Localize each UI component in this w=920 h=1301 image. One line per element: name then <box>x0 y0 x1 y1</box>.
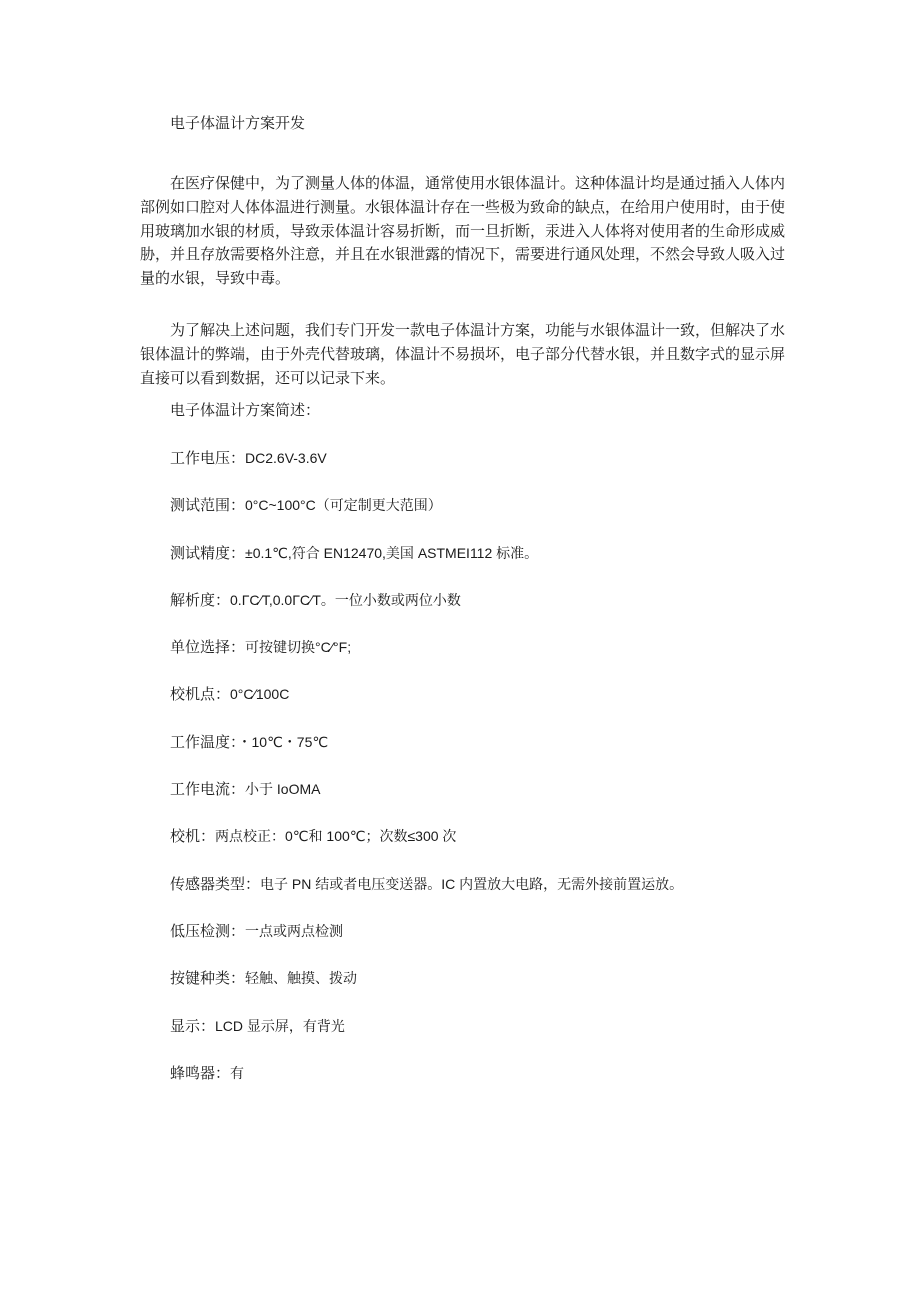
spec-list <box>170 448 683 1110</box>
spec-label: 测试范围： <box>170 496 246 515</box>
spec-item-display <box>170 1016 683 1036</box>
spec-label: 工作电压： <box>170 449 246 467</box>
spec-item-unit <box>170 637 683 657</box>
spec-value: ・10℃・75℃ <box>237 733 329 750</box>
solution-paragraph: 为了解决上述问题，我们专门开发一款电子体温计方案，功能与水银体温计一致，但解决了水银体温计的弊端，由于外壳代替玻璃，体温计不易损坏，电子部分代替水银，并且数字式的显示屏直接可以看到数据，还可以记录下来。 <box>140 321 786 387</box>
document-title: 电子体温计方案开发 <box>170 114 306 132</box>
spec-item-low-voltage <box>170 921 683 941</box>
spec-header: 电子体温计方案简述： <box>170 401 321 419</box>
spec-value: 一点或两点检测 <box>245 922 344 939</box>
spec-value: 小于 IoOMA <box>245 781 321 798</box>
spec-value: 两点校正：0℃和 100℃；次数≤300 次 <box>215 828 457 845</box>
spec-value: ±0.1℃,符合 EN12470,美国 ASTMEI112 标准。 <box>245 544 539 561</box>
spec-label: 工作温度： <box>170 732 238 751</box>
spec-value: LCD 显示屏，有背光 <box>215 1017 345 1034</box>
spec-item-current <box>170 779 683 799</box>
spec-item-calibration-point <box>170 684 683 704</box>
spec-item-buzzer <box>170 1063 683 1083</box>
spec-item-accuracy <box>170 543 683 563</box>
spec-value: 0°C~100°C（可定制更大范围） <box>245 497 442 514</box>
spec-value: DC2.6V-3.6V <box>245 450 327 466</box>
spec-value: 轻触、触摸、拨动 <box>245 970 358 987</box>
spec-label: 显示： <box>170 1016 216 1035</box>
spec-label: 测试精度： <box>170 543 246 562</box>
spec-label: 工作电流： <box>170 780 246 799</box>
spec-label: 校机： <box>170 827 216 846</box>
spec-label: 传感器类型： <box>170 874 261 893</box>
spec-item-operating-temp <box>170 732 683 752</box>
spec-item-sensor <box>170 874 683 894</box>
spec-item-resolution <box>170 590 683 610</box>
spec-label: 单位选择： <box>170 638 246 657</box>
intro-paragraph: 在医疗保健中，为了测量人体的体温，通常使用水银体温计。这种体温计均是通过插入人体内部例如口腔对人体体温进行测量。水银体温计存在一些极为致命的缺点，在给用户使用时，由于使用玻璃加水银的材质，导致汞体温计容易折断，而一旦折断，汞进入人体将对使用者的生命形成威胁，并且存放需要格外注意，并且在水银泄露的情况下，需要进行通风处理，不然会导致人吸入过量的水银，导致中毒。 <box>140 174 786 288</box>
spec-value: 0.ΓC∕T,0.0ΓC∕T。一位小数或两位小数 <box>230 591 461 608</box>
spec-label: 按键种类： <box>170 969 246 988</box>
spec-value: 电子 PN 结或者电压变送器。IC 内置放大电路，无需外接前置运放。 <box>260 875 684 892</box>
spec-item-voltage <box>170 448 683 468</box>
spec-label: 低压检测： <box>170 921 246 940</box>
spec-value: 可按键切换°C∕°F; <box>245 639 352 656</box>
spec-label: 蜂鸣器： <box>170 1063 231 1082</box>
spec-value: 有 <box>230 1064 245 1081</box>
spec-item-calibration <box>170 826 683 846</box>
spec-item-key-type <box>170 968 683 988</box>
spec-label: 校机点： <box>170 685 231 704</box>
spec-value: 0°C∕100C <box>230 686 290 703</box>
spec-item-range <box>170 495 683 515</box>
spec-label: 解析度： <box>170 590 231 609</box>
